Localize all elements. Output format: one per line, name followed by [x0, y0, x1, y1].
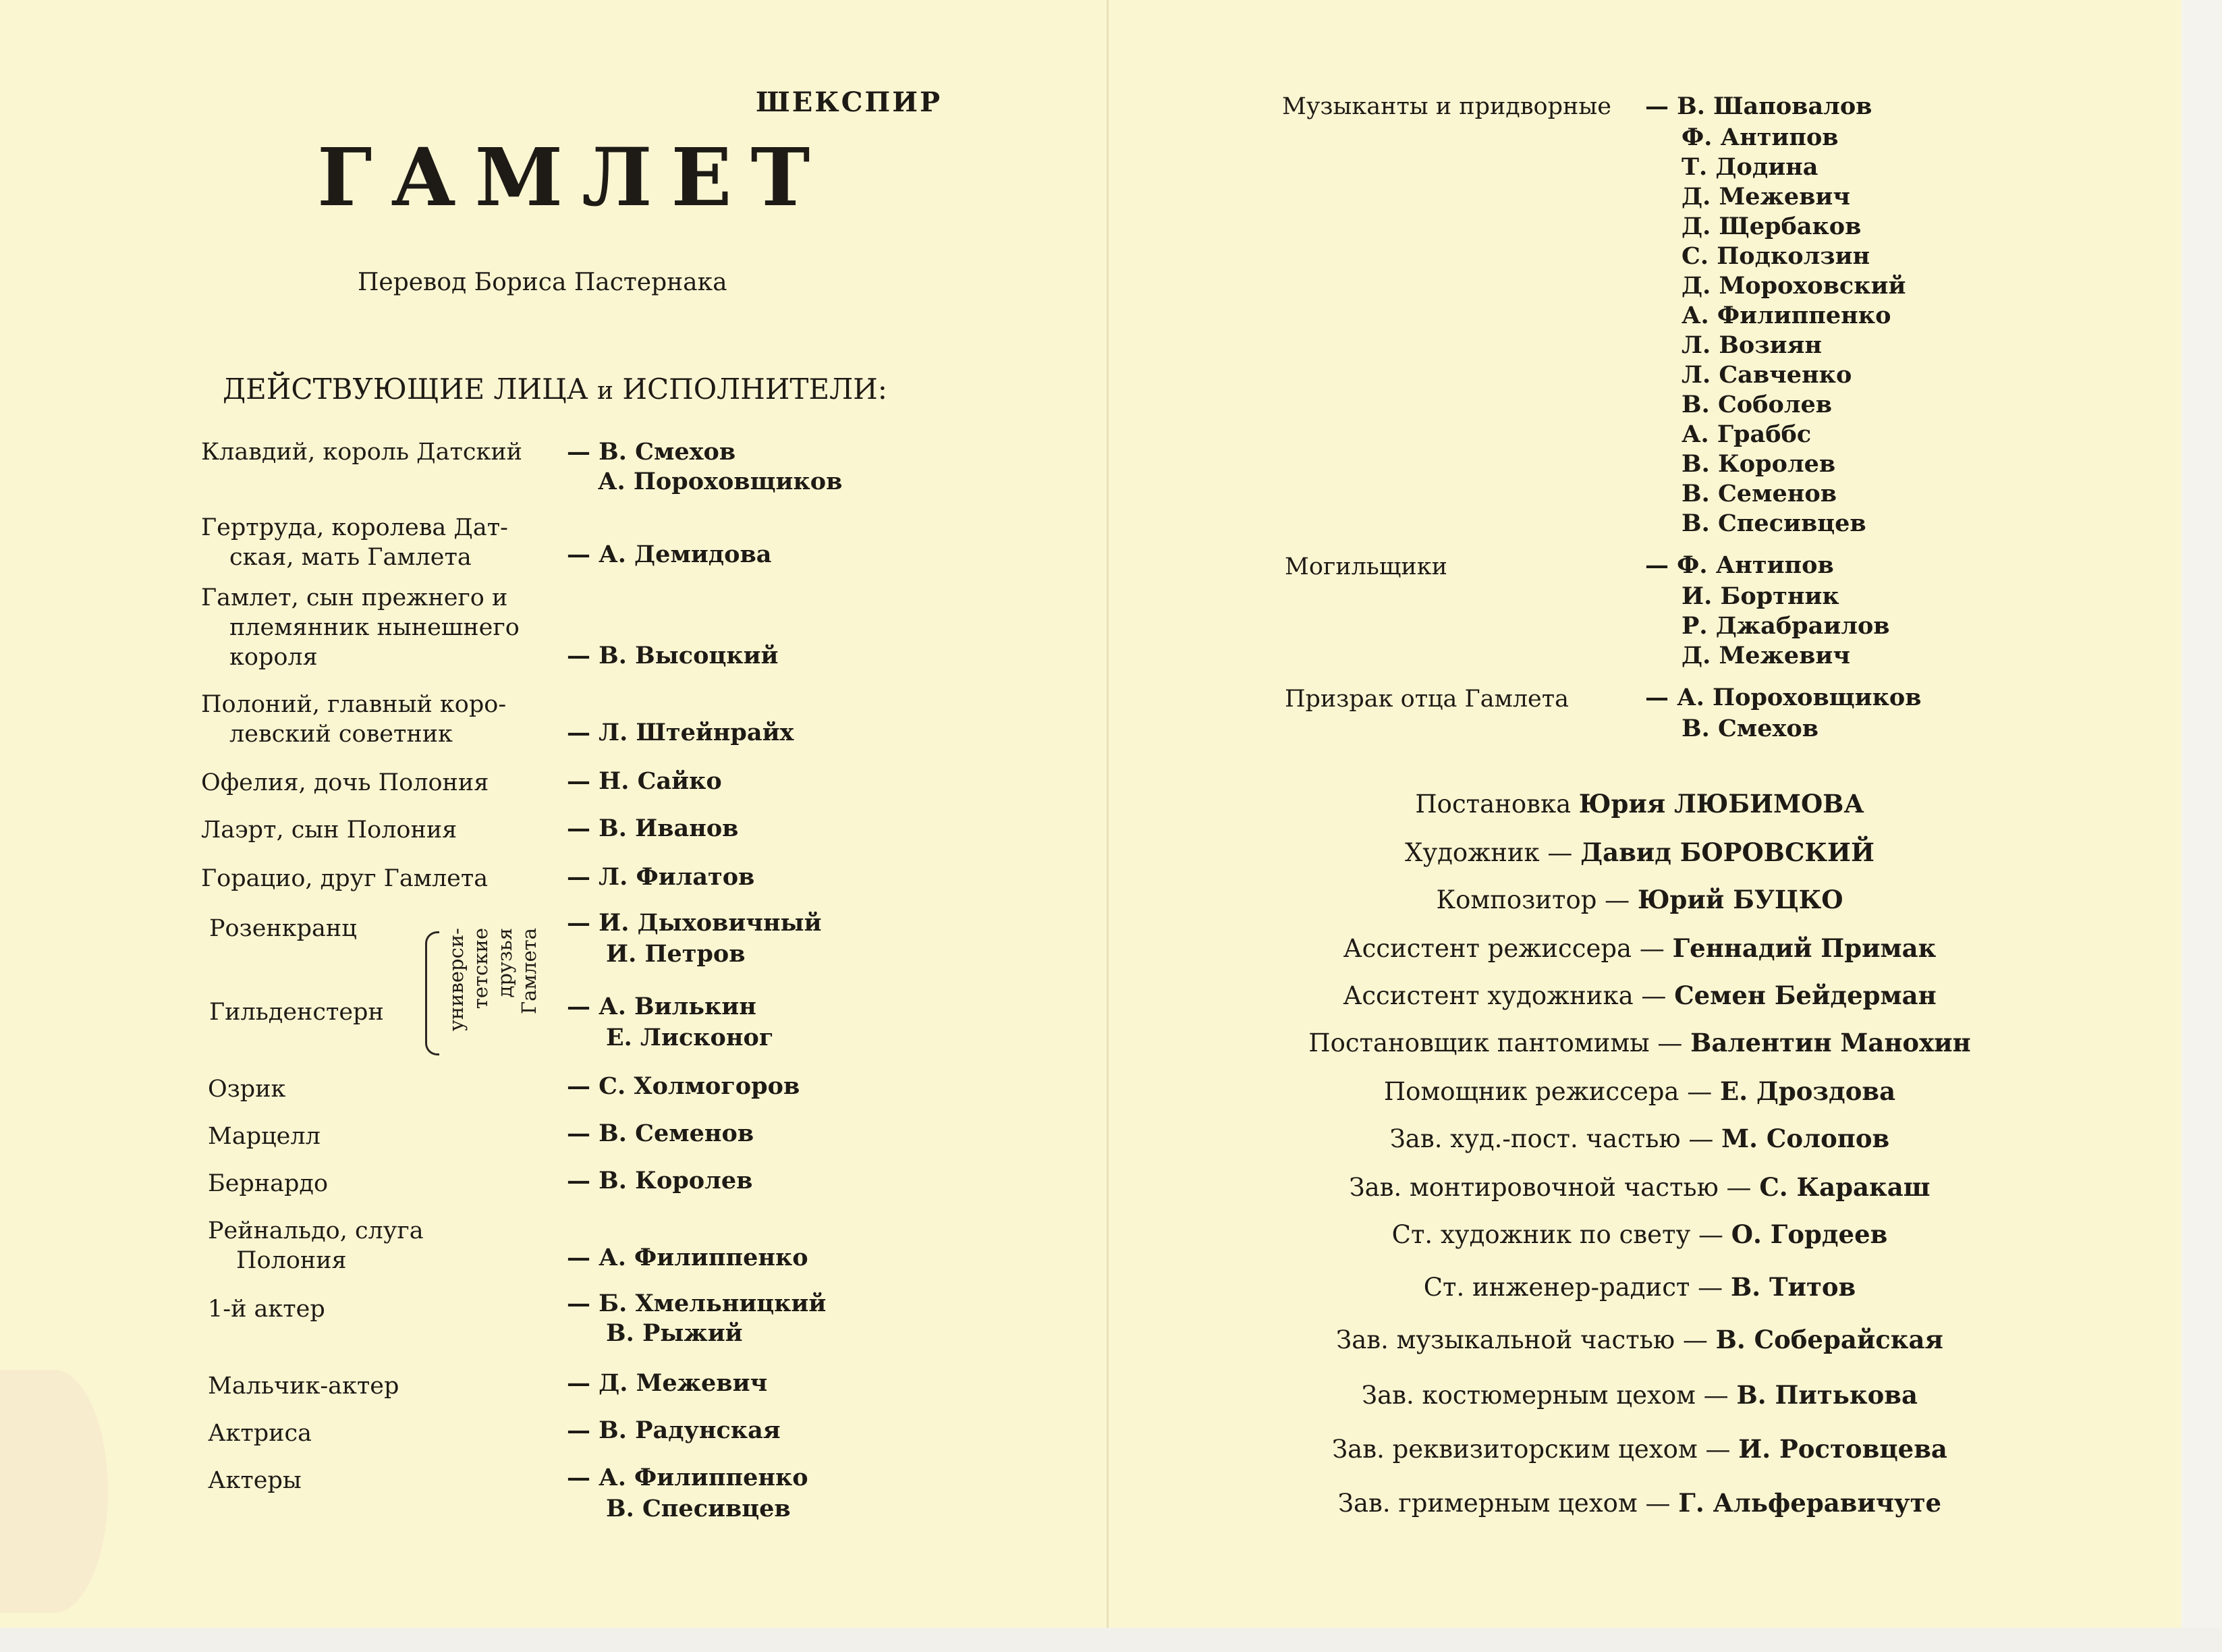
musician-name: В. Королев: [1682, 450, 1836, 478]
credit-name: Юрий БУЦКО: [1637, 885, 1843, 914]
role-rosencrantz: Розенкранц: [209, 915, 357, 942]
role-boy-actor: Мальчик-актер: [208, 1373, 399, 1400]
translation-prefix: Перевод: [358, 269, 467, 296]
musician-name: Т. Додина: [1682, 153, 1818, 181]
actor-hamlet: — В. Высоцкий: [567, 642, 779, 669]
role-actors: Актеры: [208, 1467, 302, 1494]
actor-horatio: — Л. Филатов: [567, 863, 755, 891]
credit-line: [1235, 788, 2045, 820]
gravedigger-name: Д. Межевич: [1682, 642, 1851, 669]
credit-role: Зав. гримерным цехом —: [1337, 1489, 1671, 1518]
actor-osric: — С. Холмогоров: [567, 1072, 800, 1100]
actor-ghost-1: — А. Пороховщиков: [1645, 684, 1922, 711]
credit-name: Семен Бейдерман: [1674, 981, 1937, 1010]
actor-ghost-2: В. Смехов: [1682, 715, 1819, 742]
credit-role: Композитор —: [1436, 885, 1630, 914]
credit-role: Постановка: [1415, 790, 1572, 819]
scan-edge-bottom: [0, 1628, 2222, 1652]
scan-edge-right: [2182, 0, 2222, 1652]
actor-rosencrantz-2: И. Петров: [606, 940, 746, 968]
actor-actors-2: В. Спесивцев: [606, 1495, 791, 1522]
role-musicians: Музыканты и придворные: [1282, 93, 1611, 120]
actor-first-actor-1: — Б. Хмельницкий: [567, 1290, 827, 1317]
gravedigger-name: Р. Джабраилов: [1682, 612, 1890, 640]
actor-reynaldo: — А. Филиппенко: [567, 1244, 808, 1271]
actor-bernardo: — В. Королев: [567, 1167, 753, 1194]
role-ghost: Призрак отца Гамлета: [1285, 686, 1569, 713]
note-line4: Гамлета: [518, 928, 540, 1014]
role-laertes: Лаэрт, сын Полония: [201, 817, 457, 844]
actor-boy-actor: — Д. Межевич: [567, 1369, 768, 1397]
role-hamlet-line3: короля: [229, 644, 318, 671]
musician-name: В. Семенов: [1682, 480, 1837, 507]
dramatis-heading: [223, 373, 887, 406]
credit-line: [1235, 933, 2045, 964]
musician-name: В. Соболев: [1682, 391, 1833, 418]
dramatis-heading-joiner: и: [596, 377, 613, 405]
credit-name: В. Соберайская: [1715, 1325, 1943, 1354]
translation-credit: [358, 269, 727, 296]
actor-guildenstern-2: Е. Лисконог: [606, 1024, 774, 1051]
credit-role: Зав. костюмерным цехом —: [1362, 1381, 1729, 1410]
note-line3: друзья: [493, 928, 516, 998]
note-line1: универси-: [445, 928, 468, 1032]
actor-guildenstern-1: — А. Вилькин: [567, 993, 756, 1020]
actor-marcellus: — В. Семенов: [567, 1120, 754, 1147]
credit-role: Художник —: [1405, 838, 1573, 867]
musician-name: Л. Возиян: [1682, 331, 1823, 359]
role-bernardo: Бернардо: [208, 1170, 329, 1197]
credit-role: Постановщик пантомимы —: [1308, 1028, 1683, 1057]
actor-claudius-2: А. Пороховщиков: [598, 468, 843, 495]
actor-actress: — В. Радунская: [567, 1416, 781, 1444]
credit-line: [1235, 1433, 2045, 1465]
role-osric: Озрик: [208, 1076, 286, 1103]
actor-rosencrantz-1: — И. Дыховичный: [567, 909, 822, 937]
credit-name: И. Ростовцева: [1738, 1434, 1947, 1464]
play-title: ГАМЛЕТ: [317, 130, 829, 224]
credit-name: Давид БОРОВСКИЙ: [1580, 837, 1874, 867]
credit-line: [1235, 884, 2045, 916]
musician-name: Ф. Антипов: [1682, 123, 1839, 151]
role-marcellus: Марцелл: [208, 1123, 321, 1150]
dramatis-heading-part1: ДЕЙСТВУЮЩИЕ ЛИЦА: [223, 373, 588, 406]
credit-name: Е. Дроздова: [1720, 1076, 1896, 1106]
credit-name: В. Титов: [1730, 1272, 1856, 1302]
credit-role: Помощник режиссера —: [1383, 1077, 1713, 1106]
actor-actors-1: — А. Филиппенко: [567, 1464, 808, 1491]
credit-name: Геннадий Примак: [1672, 933, 1937, 963]
credit-line: [1235, 1379, 2045, 1411]
note-line2: тетские: [469, 928, 492, 1010]
role-polonius-line2: левский советник: [229, 721, 453, 748]
musician-name: Д. Щербаков: [1682, 213, 1862, 240]
musician-name: А. Филиппенко: [1682, 302, 1891, 329]
actor-polonius: — Л. Штейнрайх: [567, 719, 794, 746]
credit-line: [1235, 837, 2045, 869]
musician-name: А. Граббс: [1682, 420, 1812, 448]
author: ШЕКСПИР: [756, 86, 943, 118]
role-horatio: Горацио, друг Гамлета: [201, 865, 489, 892]
university-friends-note: [445, 928, 560, 1056]
role-hamlet-line1: Гамлет, сын прежнего и: [201, 584, 508, 611]
credit-role: Ассистент режиссера —: [1343, 934, 1665, 963]
role-claudius: Клавдий, король Датский: [201, 439, 523, 466]
role-gravediggers: Могильщики: [1285, 553, 1447, 580]
role-reynaldo-line2: Полония: [236, 1247, 347, 1274]
credit-line: [1235, 980, 2045, 1012]
gravedigger-name: И. Бортник: [1682, 582, 1839, 610]
credit-line: [1235, 1271, 2045, 1303]
credit-line: [1235, 1172, 2045, 1203]
credit-line: [1235, 1076, 2045, 1107]
credit-line: [1235, 1487, 2045, 1519]
role-reynaldo-line1: Рейнальдо, слуга: [208, 1217, 424, 1244]
credit-name: В. Питькова: [1736, 1380, 1918, 1410]
actor-laertes: — В. Иванов: [567, 815, 739, 842]
credit-name: О. Гордеев: [1731, 1219, 1888, 1249]
university-friends-bracket: [425, 931, 439, 1055]
credit-name: Г. Альферавичуте: [1678, 1488, 1942, 1518]
credit-line: [1235, 1027, 2045, 1059]
credit-name: Юрия ЛЮБИМОВА: [1578, 789, 1864, 819]
actor-first-actor-2: В. Рыжий: [606, 1319, 743, 1347]
gravediggers-first: — Ф. Антипов: [1645, 551, 1834, 579]
credit-role: Ст. инженер-радист —: [1423, 1273, 1723, 1302]
credit-role: Ассистент художника —: [1343, 981, 1667, 1010]
role-actress: Актриса: [208, 1420, 312, 1447]
paper-stain: [0, 1370, 108, 1613]
translator-name: Бориса Пастернака: [474, 269, 727, 296]
credit-name: Валентин Манохин: [1690, 1028, 1971, 1057]
credit-role: Зав. худ.-пост. частью —: [1389, 1124, 1714, 1153]
credit-line: [1235, 1324, 2045, 1356]
role-ophelia: Офелия, дочь Полония: [201, 769, 489, 796]
actor-claudius-1: — В. Смехов: [567, 438, 736, 466]
musician-name: С. Подколзин: [1682, 242, 1870, 270]
dramatis-heading-part2: ИСПОЛНИТЕЛИ:: [622, 373, 887, 406]
musician-name: Д. Мороховский: [1682, 272, 1906, 300]
role-hamlet-line2: племянник нынешнего: [229, 614, 520, 641]
role-first-actor: 1-й актер: [208, 1296, 325, 1323]
credit-role: Зав. реквизиторским цехом —: [1332, 1435, 1731, 1464]
credit-line: [1235, 1123, 2045, 1155]
credit-name: С. Каракаш: [1759, 1172, 1931, 1202]
actor-gertrude: — А. Демидова: [567, 541, 772, 568]
center-fold: [1107, 0, 1109, 1652]
role-gertrude-line2: ская, мать Гамлета: [229, 544, 472, 571]
credit-role: Зав. монтировочной частью —: [1349, 1173, 1752, 1202]
musicians-first: — В. Шаповалов: [1645, 92, 1872, 120]
credit-name: М. Солопов: [1721, 1124, 1890, 1153]
credit-role: Зав. музыкальной частью —: [1336, 1325, 1708, 1354]
role-polonius-line1: Полоний, главный коро-: [201, 691, 507, 718]
musician-name: В. Спесивцев: [1682, 510, 1866, 537]
credit-line: [1235, 1219, 2045, 1250]
role-guildenstern: Гильденстерн: [209, 999, 384, 1026]
musician-name: Л. Савченко: [1682, 361, 1852, 389]
musician-name: Д. Межевич: [1682, 183, 1851, 211]
credit-role: Ст. художник по свету —: [1391, 1220, 1724, 1249]
role-gertrude-line1: Гертруда, королева Дат-: [201, 514, 508, 541]
actor-ophelia: — Н. Сайко: [567, 767, 722, 795]
